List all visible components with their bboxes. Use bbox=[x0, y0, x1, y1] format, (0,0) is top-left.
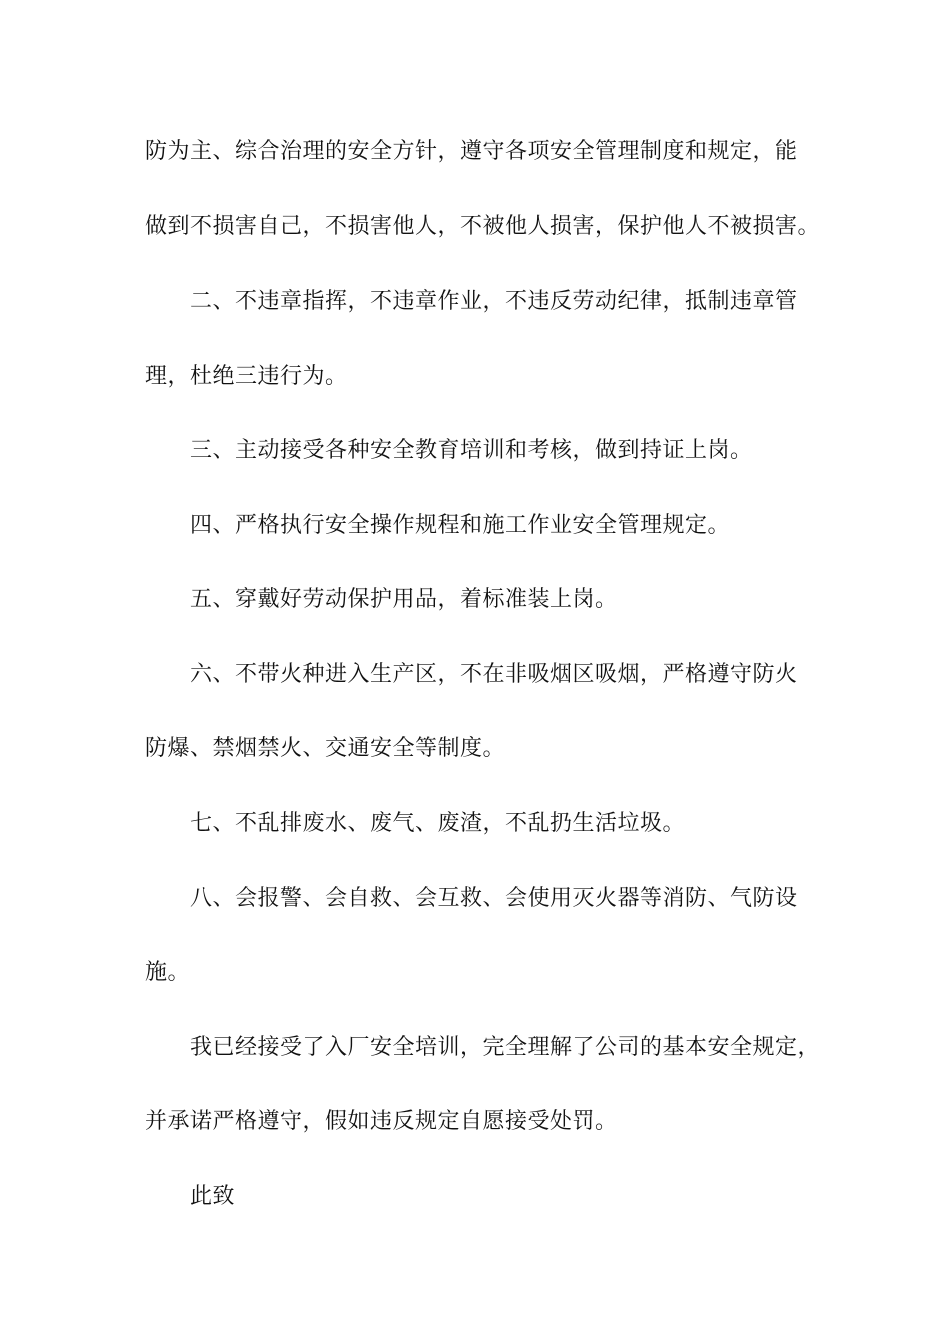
clause-8-line-2: 施。 bbox=[145, 960, 191, 985]
clause-8-line-1: 八、会报警、会自救、会互救、会使用灭火器等消防、气防设 bbox=[190, 886, 798, 911]
pledge-line-1: 我已经接受了入厂安全培训，完全理解了公司的基本安全规定， bbox=[190, 1035, 821, 1060]
clause-4: 四、严格执行安全操作规程和施工作业安全管理规定。 bbox=[190, 513, 731, 538]
closing-salutation: 此致 bbox=[190, 1184, 236, 1209]
text-line-2: 做到不损害自己，不损害他人，不被他人损害，保护他人不被损害。 bbox=[145, 214, 821, 239]
clause-2-line-2: 理，杜绝三违行为。 bbox=[145, 364, 348, 389]
clause-6-line-2: 防爆、禁烟禁火、交通安全等制度。 bbox=[145, 736, 506, 761]
text-line-1: 防为主、综合治理的安全方针，遵守各项安全管理制度和规定，能 bbox=[145, 139, 798, 164]
clause-5: 五、穿戴好劳动保护用品，着标准装上岗。 bbox=[190, 587, 618, 612]
pledge-line-2: 并承诺严格遵守，假如违反规定自愿接受处罚。 bbox=[145, 1109, 618, 1134]
clause-2-line-1: 二、不违章指挥，不违章作业，不违反劳动纪律，抵制违章管 bbox=[190, 289, 798, 314]
clause-6-line-1: 六、不带火种进入生产区，不在非吸烟区吸烟，严格遵守防火 bbox=[190, 662, 798, 687]
clause-3: 三、主动接受各种安全教育培训和考核，做到持证上岗。 bbox=[190, 438, 753, 463]
clause-7: 七、不乱排废水、废气、废渣，不乱扔生活垃圾。 bbox=[190, 811, 686, 836]
